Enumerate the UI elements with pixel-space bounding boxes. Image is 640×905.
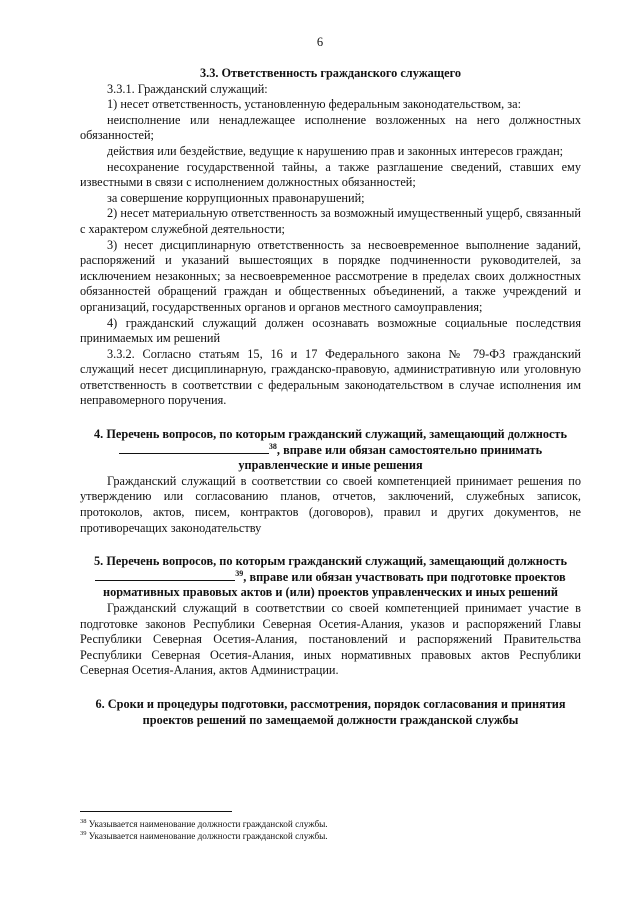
section-5-title-line-1: 5. Перечень вопросов, по которым гражданский служащий, замещающий должность [94, 554, 567, 569]
section-6 [80, 697, 581, 728]
section-6-title-line-2: проектов решений по замещаемой должности гражданской службы [142, 712, 519, 727]
responsibility-item-2: 2) несет материальную ответственность за возможный имущественный ущерб, связанный с характером служебной деятельности; [80, 206, 581, 236]
section-4-title-line-3: управленческие и иные решения [238, 458, 423, 473]
section-5-title-line-3: нормативных правовых актов и (или) проектов управленческих и иных решений [103, 585, 558, 600]
section-4-title-line-2 [80, 443, 581, 459]
page-number: 6 [316, 35, 324, 49]
responsibility-item-1b: действия или бездействие, ведущие к нарушению прав и законных интересов граждан; [107, 143, 564, 158]
footnote-39: $^{39}$ Указывается наименование должности гражданской службы. [80, 829, 328, 841]
position-blank-line [95, 570, 235, 581]
section-4-title-text: , вправе или обязан самостоятельно принимать [276, 442, 543, 457]
section-3-3-title: 3.3. Ответственность гражданского служащего [199, 66, 462, 80]
section-5 [80, 554, 581, 679]
footnote-ref-38: 38 [268, 441, 277, 451]
position-blank-line [119, 443, 269, 454]
section-4-body: Гражданский служащий в соответствии со своей компетенцией принимает решения по утверждению или согласованию планов, отчетов, заключений, служебных записок, протоколов, актов, писем, контрактов (договоров), правил и других документов, не противоречащих законодательству [80, 473, 581, 535]
footnote-38: $^{38}$ Указывается наименование должности гражданской службы. [80, 817, 328, 829]
responsibility-item-1: 1) несет ответственность, установленную федеральным законодательством, за: [107, 97, 522, 112]
section-6-title-line-1: 6. Сроки и процедуры подготовки, рассмотрения, порядок согласования и принятия [95, 696, 566, 711]
section-5-title-line-2 [80, 570, 581, 586]
footnote-ref-39: 39 [235, 568, 244, 578]
responsibility-item-1c: несохранение государственной тайны, а также разглашение сведений, ставших ему известными в связи с исполнением должностных обязанностей; [80, 159, 581, 190]
section-3-3-1-intro: 3.3.1. Гражданский служащий: [107, 81, 268, 96]
section-4 [80, 427, 581, 536]
responsibility-item-1d: за совершение коррупционных правонарушений; [107, 190, 365, 205]
responsibility-item-4: 4) гражданский служащий должен осознавать возможные социальные последствия принимаемых им решений [80, 315, 581, 346]
section-4-title-line-1: 4. Перечень вопросов, по которым гражданский служащий, замещающий должность [94, 427, 567, 442]
section-5-body: Гражданский служащий в соответствии со своей компетенцией принимает участие в подготовке законов Республики Северная Осетия-Алания, указов и распоряжений Главы Республики Северная Осетия-Алания, постановлений и распоряжений Правительства Республики Северная Осетия-Алания, иных нормативных правовых актов Республики Северная Осетия-Алания, актов Администрации. [80, 601, 581, 678]
footnotes [80, 818, 580, 842]
section-5-title-text: , вправе или обязан участвовать при подготовке проектов [243, 569, 566, 584]
responsibility-item-1a: неисполнение или ненадлежащее исполнение возложенных на него должностных обязанностей; [80, 112, 581, 143]
document-body [80, 66, 581, 728]
footnote-separator [80, 811, 232, 812]
responsibility-item-3: 3) несет дисциплинарную ответственность за несвоевременное выполнение заданий, распоряжений и указаний вышестоящих в порядке подчиненности руководителей, за исключением незаконных; за несвоевременное рассмотрение в пределах своих должностных обязанностей обращений граждан и общественных объединений, а также учреждений и организаций, государственных органов и органов местного самоуправления; [80, 237, 581, 314]
section-3-3-2-text: 3.3.2. Согласно статьям 15, 16 и 17 Федерального закона № 79-ФЗ гражданский служащий несет дисциплинарную, гражданско-правовую, административную или уголовную ответственность в соответствии с федеральным законодательством в случае исполнения им неправомерного поручения. [80, 346, 581, 408]
